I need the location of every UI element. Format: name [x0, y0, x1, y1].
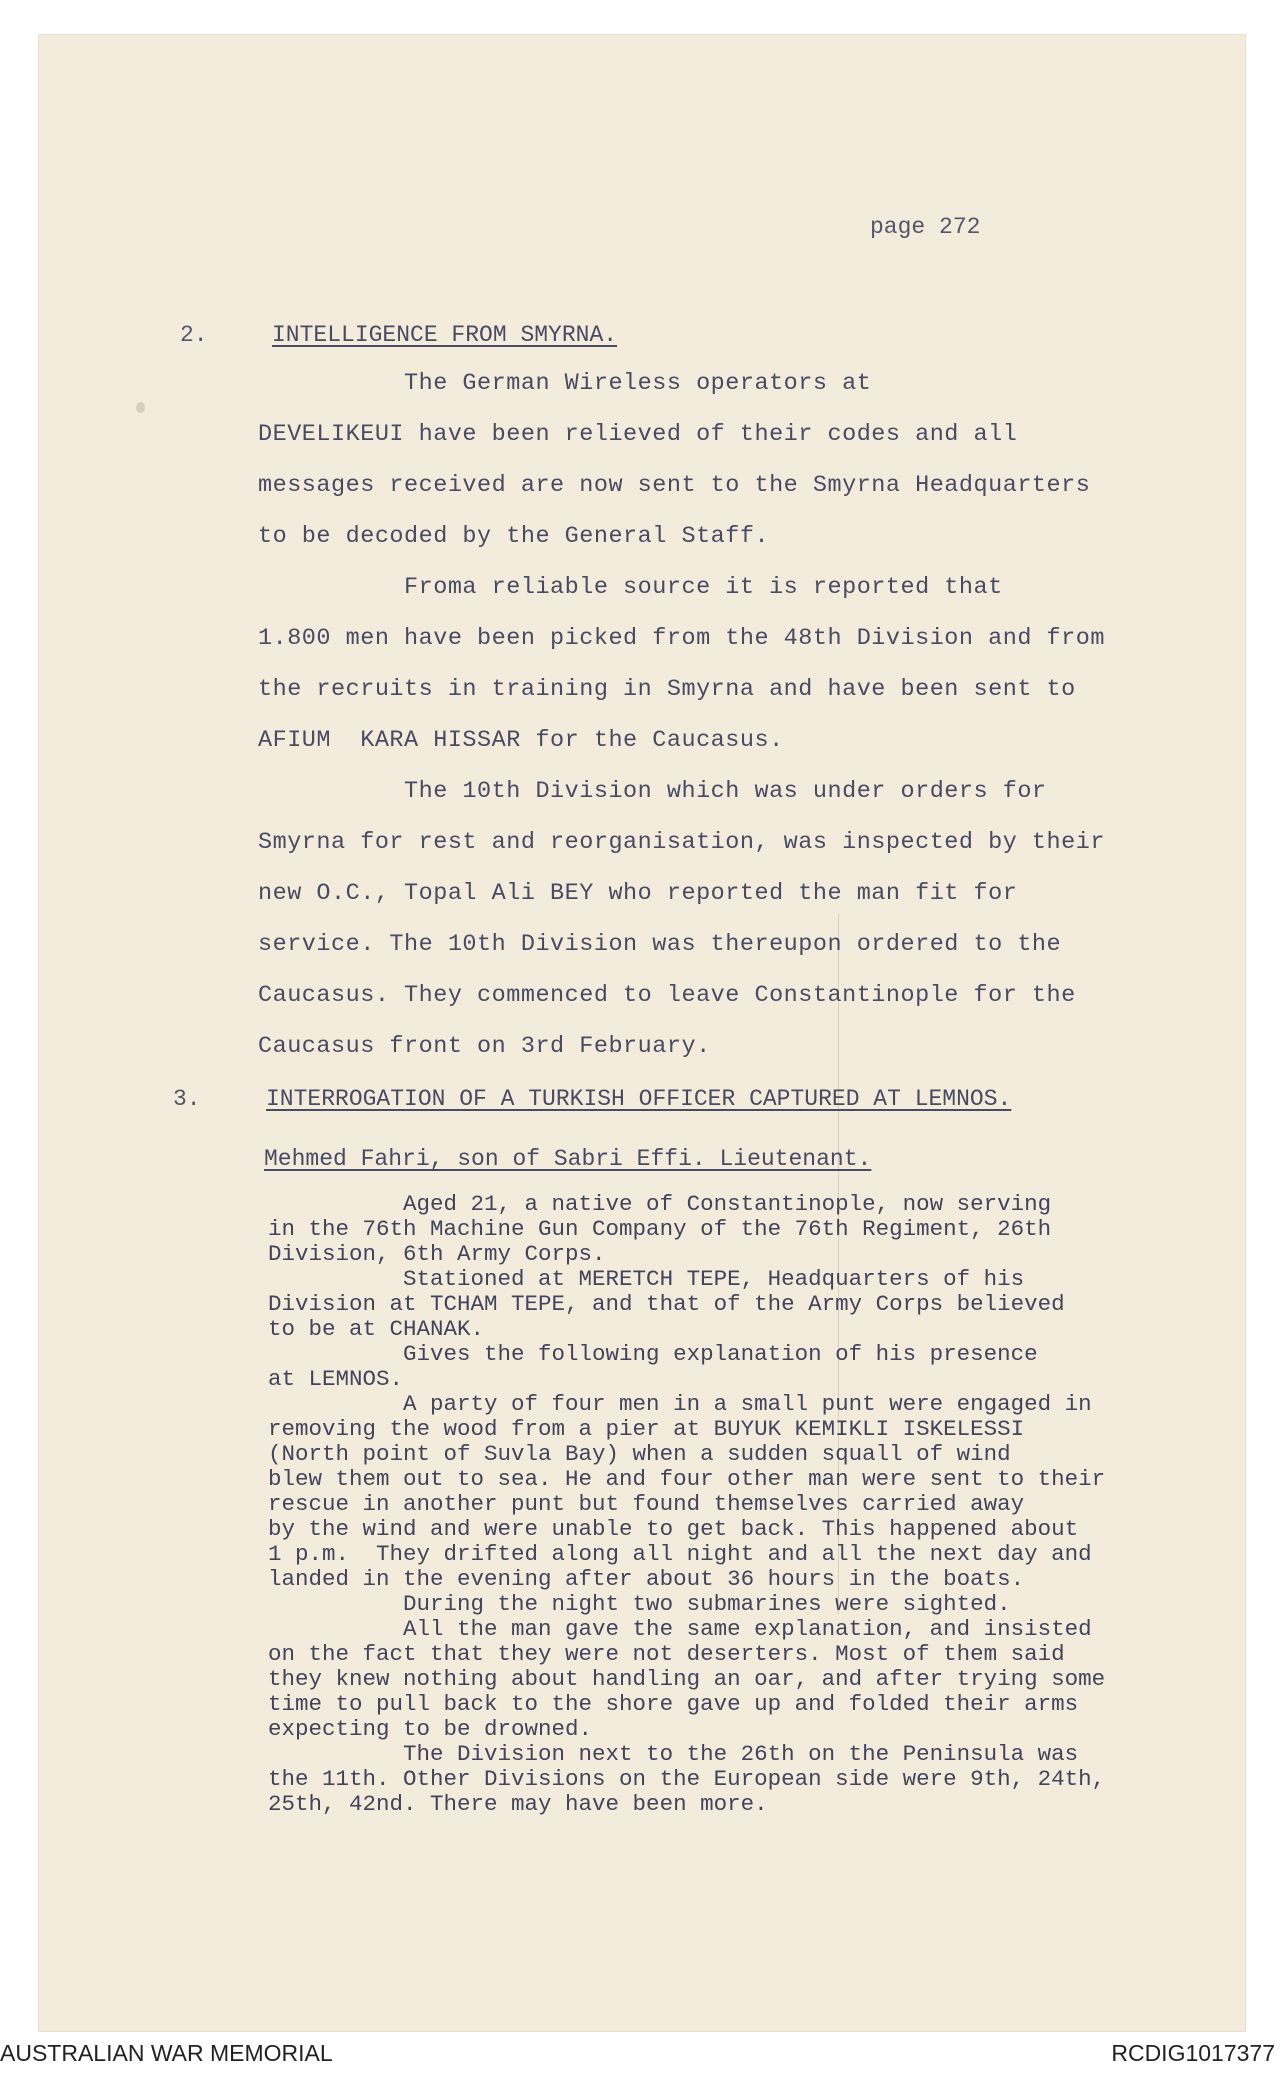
section-3-subheading: Mehmed Fahri, son of Sabri Effi. Lieutenant.: [264, 1146, 872, 1172]
section-3-line: at LEMNOS.: [268, 1366, 404, 1392]
section-3-line: 25th, 42nd. There may have been more.: [268, 1791, 768, 1817]
section-3-line: expecting to be drowned.: [268, 1716, 593, 1742]
section-3-number: 3.: [173, 1086, 201, 1112]
punch-hole: [136, 402, 145, 413]
section-2-line: 1.800 men have been picked from the 48th Division and from: [258, 625, 1105, 652]
section-3-line: rescue in another punt but found themselves carried away: [268, 1491, 1025, 1517]
section-3-line: Stationed at MERETCH TEPE, Headquarters of his: [268, 1266, 1025, 1292]
section-2-line: the recruits in training in Smyrna and have been sent to: [258, 676, 1076, 703]
page-number: page 272: [870, 214, 981, 240]
section-2-line: Froma reliable source it is reported that: [258, 574, 1003, 601]
section-2-line: Caucasus. They commenced to leave Constantinople for the: [258, 982, 1076, 1009]
section-3-line: they knew nothing about handling an oar, and after trying some: [268, 1666, 1106, 1692]
section-2-line: messages received are now sent to the Smyrna Headquarters: [258, 472, 1091, 499]
section-3-line: During the night two submarines were sighted.: [268, 1591, 1011, 1617]
section-2-line: new O.C., Topal Ali BEY who reported the man fit for: [258, 880, 1018, 907]
section-3-line: removing the wood from a pier at BUYUK KEMIKLI ISKELESSI: [268, 1416, 1025, 1442]
section-3-heading: INTERROGATION OF A TURKISH OFFICER CAPTURED AT LEMNOS.: [266, 1086, 1012, 1112]
section-2-heading: INTELLIGENCE FROM SMYRNA.: [272, 322, 618, 348]
section-2-line: service. The 10th Division was thereupon ordered to the: [258, 931, 1062, 958]
section-2-line: to be decoded by the General Staff.: [258, 523, 770, 550]
section-3-line: Gives the following explanation of his presence: [268, 1341, 1038, 1367]
section-3-line: the 11th. Other Divisions on the European side were 9th, 24th,: [268, 1766, 1106, 1792]
section-3-line: in the 76th Machine Gun Company of the 76th Regiment, 26th: [268, 1216, 1052, 1242]
section-3-line: to be at CHANAK.: [268, 1316, 485, 1342]
section-3-line: landed in the evening after about 36 hours in the boats.: [268, 1566, 1025, 1592]
section-3-line: All the man gave the same explanation, and insisted: [268, 1616, 1092, 1642]
section-3-line: on the fact that they were not deserters. Most of them said: [268, 1641, 1065, 1667]
section-2-line: The German Wireless operators at: [258, 370, 872, 397]
section-2-line: Caucasus front on 3rd February.: [258, 1033, 711, 1060]
section-3-line: Aged 21, a native of Constantinople, now serving: [268, 1191, 1052, 1217]
section-2-line: Smyrna for rest and reorganisation, was inspected by their: [258, 829, 1105, 856]
section-3-line: Division, 6th Army Corps.: [268, 1241, 606, 1267]
section-3-line: time to pull back to the shore gave up and folded their arms: [268, 1691, 1079, 1717]
footer-institution: AUSTRALIAN WAR MEMORIAL: [0, 2040, 333, 2066]
section-3-line: by the wind and were unable to get back. This happened about: [268, 1516, 1079, 1542]
section-3-line: Division at TCHAM TEPE, and that of the Army Corps believed: [268, 1291, 1065, 1317]
footer-record-id: RCDIG1017377: [1111, 2040, 1275, 2066]
section-2-number: 2.: [180, 322, 208, 348]
section-3-line: blew them out to sea. He and four other man were sent to their: [268, 1466, 1106, 1492]
section-3-line: The Division next to the 26th on the Peninsula was: [268, 1741, 1079, 1767]
section-3-line: A party of four men in a small punt were engaged in: [268, 1391, 1092, 1417]
section-3-line: 1 p.m. They drifted along all night and all the next day and: [268, 1541, 1092, 1567]
section-2-line: AFIUM KARA HISSAR for the Caucasus.: [258, 727, 784, 754]
section-3-line: (North point of Suvla Bay) when a sudden squall of wind: [268, 1441, 1011, 1467]
section-2-line: The 10th Division which was under orders for: [258, 778, 1047, 805]
section-2-line: DEVELIKEUI have been relieved of their codes and all: [258, 421, 1018, 448]
